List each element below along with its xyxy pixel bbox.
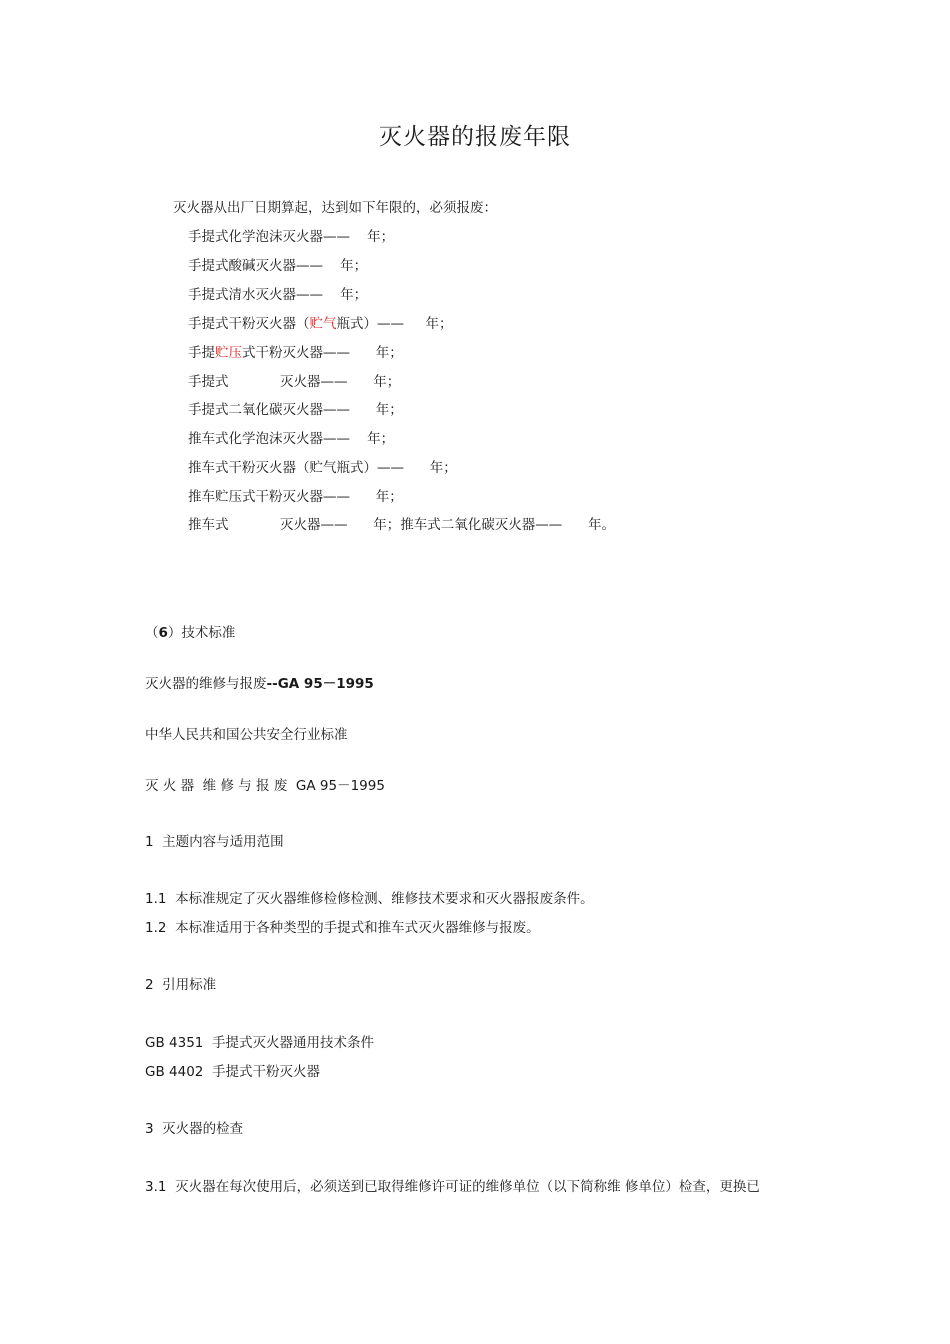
spaced-title-code: GA 95－1995 [295,778,385,794]
highlighted-text: 贮气 [309,316,337,332]
issuer-text: 中华人民共和国公共安全行业标准 [145,727,348,743]
reference-code: GB 4351 [145,1035,204,1051]
list-item [188,344,403,362]
list-item: 手提式化学泡沫灭火器—— 年； [188,229,395,245]
clause-1-1 [145,890,594,908]
section-heading [145,624,235,642]
list-item-text: 式干粉灭火器—— 年； [242,345,403,361]
clause-1-2 [145,919,540,937]
list-item [188,315,452,333]
standard-name [145,675,374,693]
reference-code: GB 4402 [145,1064,204,1080]
list-item: 推车式干粉灭火器（贮气瓶式）—— 年； [188,460,457,476]
clause-number: 1.1 [145,891,167,907]
intro-text: 灭火器从出厂日期算起，达到如下年限的，必须报废： [173,200,497,216]
section-title: 引用标准 [153,977,217,993]
section-title: 主题内容与适用范围 [153,834,284,850]
standard-title: 灭火器的维修与报废 [145,676,267,692]
list-item: 手提式二氧化碳灭火器—— 年； [188,402,403,418]
spaced-title-text: 灭 火 器 维 修 与 报 废 [145,778,296,794]
reference-2 [145,1063,320,1081]
section-number: 2 [145,977,154,993]
section-3-heading [145,1120,243,1138]
list-item: 推车式 灭火器—— 年；推车式二氧化碳灭火器—— 年。 [188,517,615,533]
spaced-title [145,777,385,795]
section-number: 3 [145,1121,154,1137]
reference-title: 手提式灭火器通用技术条件 [203,1035,374,1051]
list-item: 手提式酸碱灭火器—— 年； [188,258,368,274]
page-title: 灭火器的报废年限 [379,124,571,150]
list-item: 手提式 灭火器—— 年； [188,374,401,390]
list-item-text: 瓶式）—— 年； [336,316,453,332]
reference-title: 手提式干粉灭火器 [203,1064,320,1080]
list-item: 推车贮压式干粉灭火器—— 年； [188,489,403,505]
reference-1 [145,1034,374,1052]
clause-text: 本标准适用于各种类型的手提式和推车式灭火器维修与报废。 [166,920,540,936]
list-item: 推车式化学泡沫灭火器—— 年； [188,431,395,447]
section-number: 1 [145,834,154,850]
standard-code: --GA 95－1995 [266,676,374,692]
list-item: 手提式清水灭火器—— 年； [188,287,368,303]
clause-3-1 [145,1178,760,1196]
section-title: 灭火器的检查 [153,1121,244,1137]
section-2-heading [145,976,216,994]
section-1-heading [145,833,284,851]
highlighted-text: 贮压 [215,345,242,361]
clause-number: 3.1 [145,1179,167,1195]
clause-text: 灭火器在每次使用后，必须送到已取得维修许可证的维修单位（以下简称维 修单位）检查，更换已 [166,1179,760,1195]
section-title: ）技术标准 [167,625,236,641]
paren-open: （ [145,625,159,641]
list-item-text: 手提 [188,345,215,361]
list-item-text: 手提式干粉灭火器（ [188,316,310,332]
section-number: 6 [158,625,168,641]
clause-number: 1.2 [145,920,167,936]
clause-text: 本标准规定了灭火器维修检修检测、维修技术要求和灭火器报废条件。 [166,891,594,907]
